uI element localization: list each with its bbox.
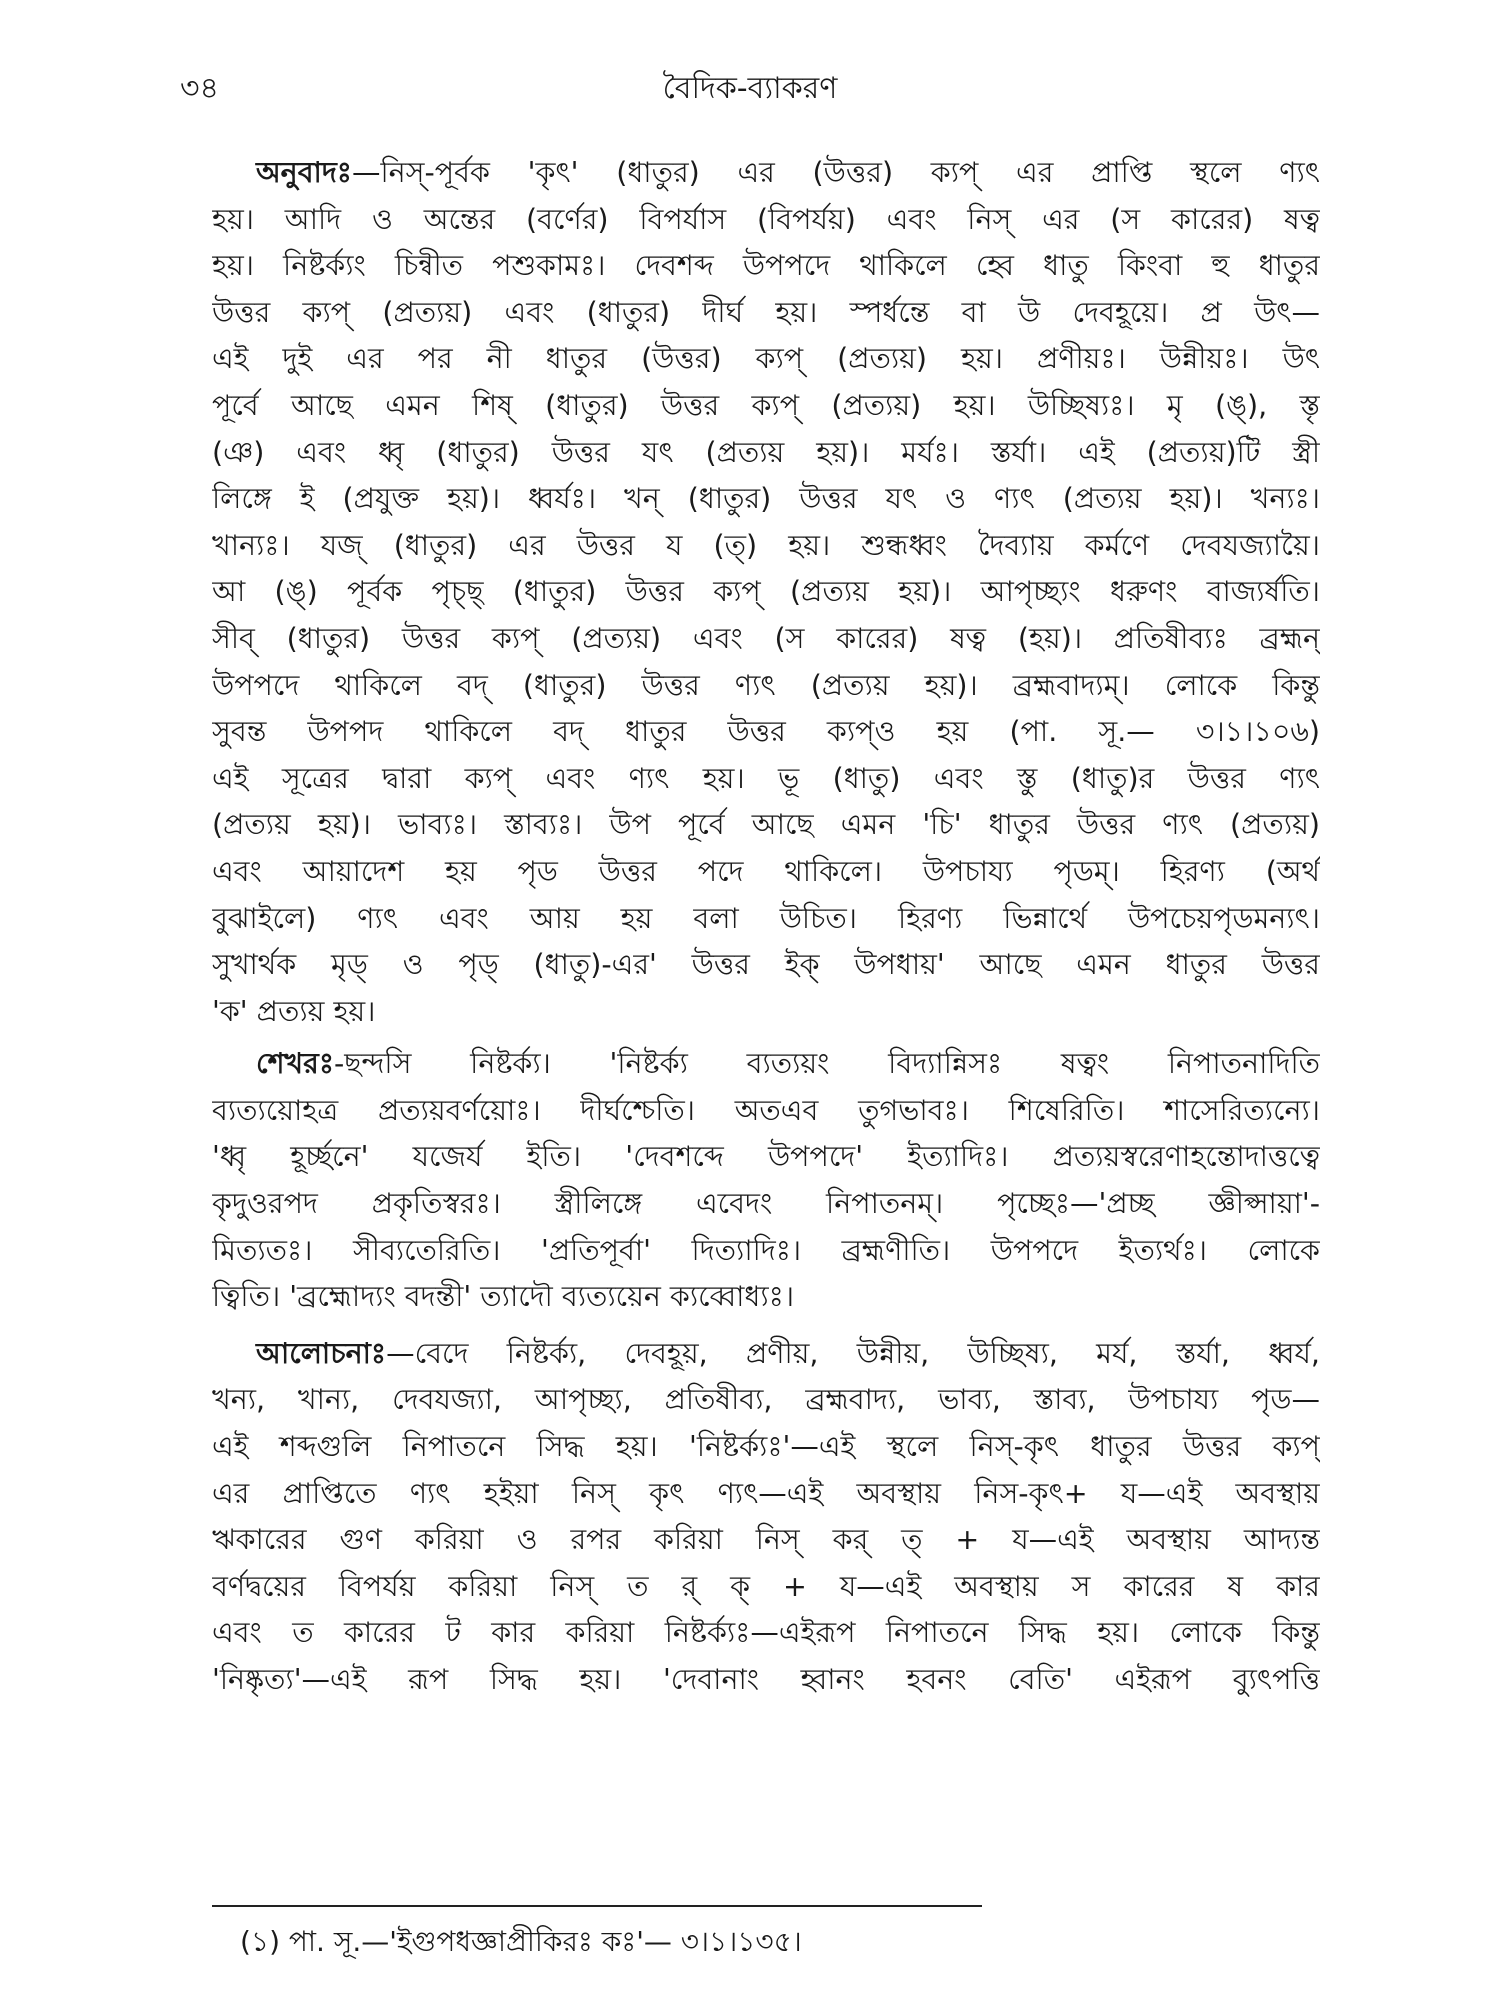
text-line — [212, 150, 1320, 197]
footnote-divider — [212, 1905, 982, 1907]
text-line: সুখার্থক মৃড্ ও পৃড্ (ধাতু)-এর' উত্তর ইক্ উপধায়' আছে এমন ধাতুর উত্তর — [212, 948, 1320, 982]
paragraph-label: শেখরঃ — [256, 1047, 335, 1081]
text-line: এর প্রাপ্তিতে ণ্যৎ হইয়া নিস্ কৃৎ ণ্যৎ—এই অবস্থায় নিস-কৃৎ+ য—এই অবস্থায় — [212, 1476, 1320, 1510]
text-line: এই শব্দগুলি নিপাতনে সিদ্ধ হয়। 'নিষ্টর্ক্যঃ'—এই স্থলে নিস্-কৃৎ ধাতুর উত্তর ক্যপ্ — [212, 1430, 1320, 1464]
text-line-content: —বেদে নিষ্টর্ক্য, দেবহূয়, প্রণীয়, উন্নীয়, উচ্ছিষ্য, মর্য, স্তর্যা, ধ্বর্য, — [386, 1336, 1320, 1370]
text-line: (প্রত্যয় হয়)। ভাব্যঃ। স্তাব্যঃ। উপ পূর্বে আছে এমন 'চি' ধাতুর উত্তর ণ্যৎ (প্রত্যয়) — [212, 808, 1320, 842]
text-line-content: -ছন্দসি নিষ্টর্ক্য। 'নিষ্টর্ক্য ব্যত্যয়ং বিদ্যান্নিসঃ ষত্বং নিপাতনাদিতি — [334, 1047, 1320, 1081]
text-line: বুঝাইলে) ণ্যৎ এবং আয় হয় বলা উচিত। হিরণ্য ভিন্নার্থে উপচেয়পৃডমন্যৎ। — [212, 901, 1320, 935]
paragraph-anubad — [212, 150, 1320, 1035]
text-line: (ঞ) এবং ধ্বৃ (ধাতুর) উত্তর যৎ (প্রত্যয় হয়)। মর্যঃ। স্তর্যা। এই (প্রত্যয়)টি স্ত্রী — [212, 435, 1320, 469]
body-text — [212, 150, 1320, 1704]
text-line: খান্যঃ। যজ্ (ধাতুর) এর উত্তর য (ত্) হয়। শুন্ধধ্বং দৈব্যায় কর্মণে দেবযজ্যায়ৈ। — [212, 528, 1320, 562]
text-line — [212, 1331, 1320, 1378]
text-line: সুবন্ত উপপদ থাকিলে বদ্ ধাতুর উত্তর ক্যপ্ও হয় (পা. সূ.— ৩।১।১০৬) — [212, 715, 1320, 749]
text-line: খন্য, খান্য, দেবযজ্যা, আপৃচ্ছ্য, প্রতিষীব্য, ব্রহ্মবাদ্য, ভাব্য, স্তাব্য, উপচায্য পৃড— — [212, 1383, 1320, 1417]
text-line: ব্যত্যয়োহত্র প্রত্যয়বর্ণয়োঃ। দীর্ঘশ্চেতি। অতএব তুগভাবঃ। শিষেরিতি। শাসেরিত্যন্যে। — [212, 1093, 1320, 1127]
text-line: এবং ত কারের ট কার করিয়া নিষ্টর্ক্যঃ—এইরূপ নিপাতনে সিদ্ধ হয়। লোকে কিন্তু — [212, 1616, 1320, 1650]
text-line: লিঙ্গে ই (প্রযুক্ত হয়)। ধ্বর্যঃ। খন্ (ধাতুর) উত্তর যৎ ও ণ্যৎ (প্রত্যয় হয়)। খন্যঃ। — [212, 482, 1320, 516]
text-line: ত্বিতি। 'ব্রহ্মোদ্যং বদন্তী' ত্যাদৌ ব্যত্যয়েন ক্যব্বোধ্যঃ। — [212, 1280, 795, 1314]
text-line: মিত্যতঃ। সীব্যতেরিতি। 'প্রতিপূর্বা' দিত্যাদিঃ। ব্রহ্মণীতি। উপপদে ইত্যর্থঃ। লোকে — [212, 1233, 1320, 1267]
text-line: এই দুই এর পর নী ধাতুর (উত্তর) ক্যপ্ (প্রত্যয়) হয়। প্রণীয়ঃ। উন্নীয়ঃ। উৎ — [212, 342, 1320, 376]
paragraph-label: অনুবাদঃ — [256, 156, 352, 189]
text-line: সীব্ (ধাতুর) উত্তর ক্যপ্ (প্রত্যয়) এবং (স কারের) ষত্ব (হয়)। প্রতিষীব্যঃ ব্রহ্মন্ — [212, 621, 1320, 655]
footnote: (১) পা. সূ.—'ইগুপধজ্ঞাপ্রীকিরঃ কঃ'— ৩।১।১৩৫। — [240, 1925, 802, 1958]
text-line: 'ধ্বৃ হূর্চ্ছনে' যজের্য ইতি। 'দেবশব্দে উপপদে' ইত্যাদিঃ। প্রত্যয়স্বরেণাহন্তোদাত্তত্বে — [212, 1140, 1320, 1174]
text-line: পূর্বে আছে এমন শিষ্ (ধাতুর) উত্তর ক্যপ্ (প্রত্যয়) হয়। উচ্ছিষ্যঃ। মৃ (ঙ্), স্তৃ — [212, 388, 1320, 422]
text-line — [212, 1041, 1320, 1088]
text-line: 'ক' প্রত্যয় হয়। — [212, 994, 376, 1028]
page-number: ৩৪ — [180, 71, 219, 106]
text-line: হয়। আদি ও অন্তের (বর্ণের) বিপর্যাস (বিপর্যয়) এবং নিস্ এর (স কারের) ষত্ব — [212, 202, 1320, 236]
paragraph-shekhar — [212, 1041, 1320, 1321]
paragraph-label: আলোচনাঃ — [256, 1336, 387, 1370]
text-line: কৃদুওরপদ প্রকৃতিস্বরঃ। স্ত্রীলিঙ্গে এবেদং নিপাতনম্। পৃচ্ছেঃ—'প্রচ্ছ জ্ঞীপ্সায়া'- — [212, 1187, 1320, 1221]
text-line: এবং আয়াদেশ হয় পৃড উত্তর পদে থাকিলে। উপচায্য পৃডম্। হিরণ্য (অর্থ — [212, 854, 1320, 888]
text-line: এই সূত্রের দ্বারা ক্যপ্ এবং ণ্যৎ হয়। ভূ (ধাতু) এবং স্তু (ধাতু)র উত্তর ণ্যৎ — [212, 761, 1320, 795]
text-line-content: —নিস্-পূর্বক 'কৃৎ' (ধাতুর) এর (উত্তর) ক্যপ্ এর প্রাপ্তি স্থলে ণ্যৎ — [352, 156, 1320, 189]
text-line: 'নিষ্কৃত্য'—এই রূপ সিদ্ধ হয়। 'দেবানাং হ্বানং হবনং বেতি' এইরূপ ব্যুৎপত্তি — [212, 1663, 1320, 1696]
text-line: আ (ঙ্) পূর্বক পৃচ্ছ্ (ধাতুর) উত্তর ক্যপ্ (প্রত্যয় হয়)। আপৃচ্ছ্যং ধরুণং বাজ্যর্ষতি। — [212, 575, 1320, 609]
running-title: বৈদিক-ব্যাকরণ — [662, 71, 838, 106]
text-line: উত্তর ক্যপ্ (প্রত্যয়) এবং (ধাতুর) দীর্ঘ হয়। স্পর্ধন্তে বা উ দেবহূয়ে। প্র উৎ— — [212, 295, 1320, 329]
text-line: বর্ণদ্বয়ের বিপর্যয় করিয়া নিস্ ত র্ ক্ + য—এই অবস্থায় স কারের ষ কার — [212, 1569, 1320, 1603]
text-line: ঋকারের গুণ করিয়া ও রপর করিয়া নিস্ কর্ ত্ + য—এই অবস্থায় আদ্যন্ত — [212, 1523, 1320, 1557]
page-header — [180, 64, 1320, 114]
text-line: হয়। নিষ্টর্ক্যং চিন্বীত পশুকামঃ। দেবশব্দ উপপদে থাকিলে হ্বে ধাতু কিংবা হু ধাতুর — [212, 249, 1320, 283]
paragraph-alochana — [212, 1331, 1320, 1704]
text-line: উপপদে থাকিলে বদ্ (ধাতুর) উত্তর ণ্যৎ (প্রত্যয় হয়)। ব্রহ্মবাদ্যম্। লোকে কিন্তু — [212, 668, 1320, 702]
